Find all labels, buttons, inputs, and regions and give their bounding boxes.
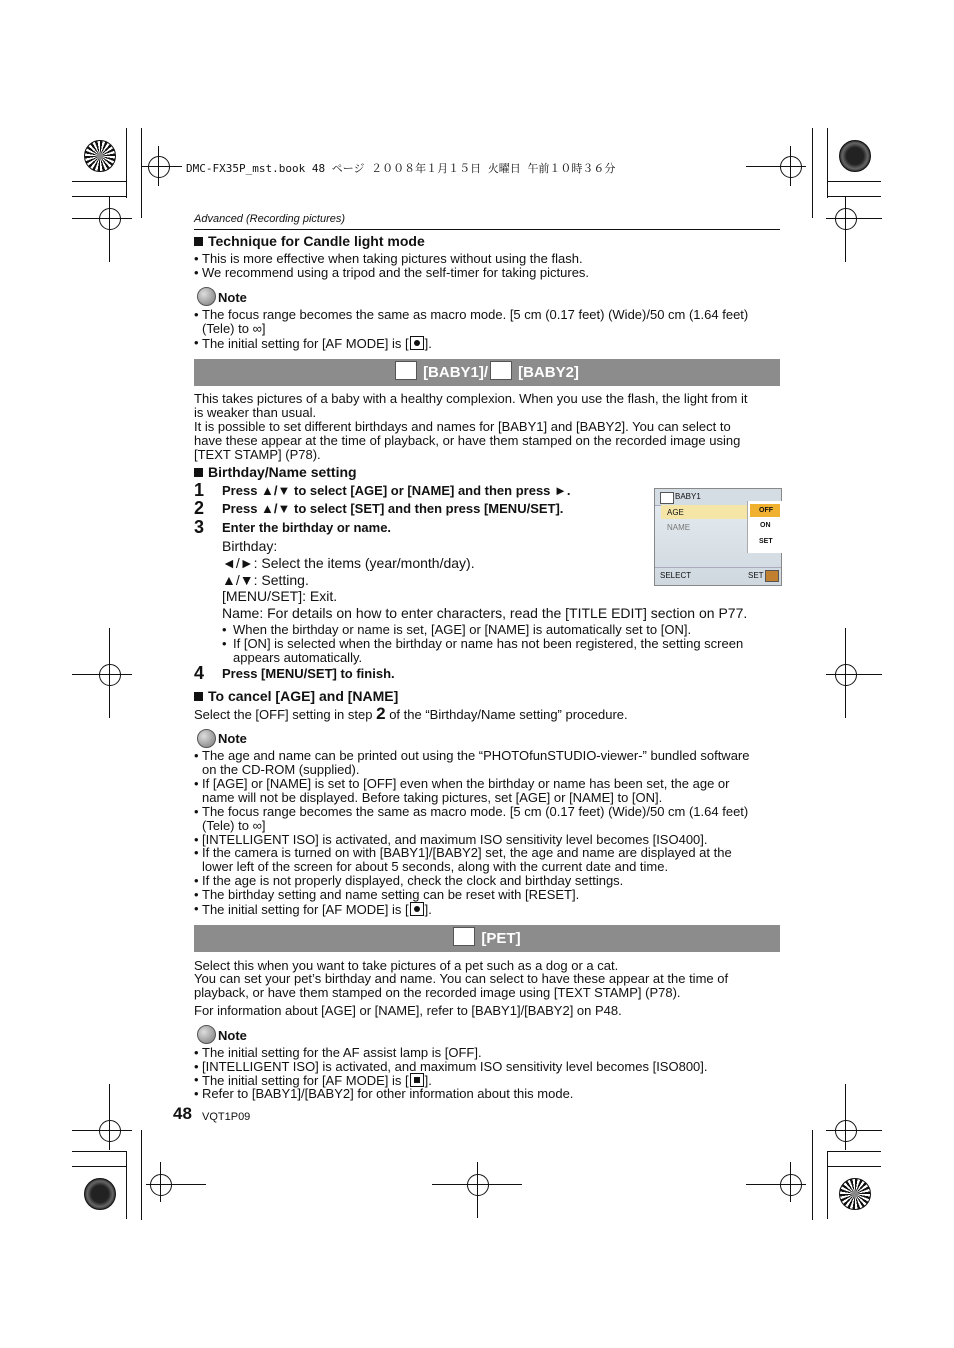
page-number: 48 [173, 1104, 192, 1123]
af-face-icon [410, 902, 424, 916]
note-text: The birthday setting and name setting can be reset with [RESET]. [202, 887, 580, 902]
note-text: (Tele) to ∞] [202, 818, 266, 833]
crosshair-icon [467, 1174, 489, 1196]
step-number: 1 [194, 480, 205, 500]
step-text: Press ▲/▼ to select [AGE] or [NAME] and then press ►. [222, 483, 571, 498]
target-icon [84, 1178, 116, 1210]
paragraph: Select the [OFF] setting in step 2 of the “Birthday/Name setting” procedure. [194, 704, 628, 723]
note-icon [197, 1025, 216, 1044]
step-text: Press ▲/▼ to select [SET] and then press [MENU/SET]. [222, 501, 564, 516]
note-text: The focus range becomes the same as macro mode. [5 cm (0.17 feet) (Wide)/50 cm (1.64 feet) [202, 307, 749, 322]
note-icon [197, 287, 216, 306]
step-text: Press [MENU/SET] to finish. [222, 666, 395, 681]
crosshair-icon [835, 1120, 857, 1142]
section-band-pet: [PET] [194, 925, 780, 952]
birthday-instruction: [MENU/SET]: Exit. [222, 588, 338, 604]
note-text: [INTELLIGENT ISO] is activated, and maximum ISO sensitivity level becomes [ISO400]. [202, 832, 708, 847]
sub-bullet: If [ON] is selected when the birthday or name has not been registered, the setting screen [233, 636, 744, 651]
sub-bullet: appears automatically. [233, 650, 363, 665]
note-text: The initial setting for [AF MODE] is [ ]. [202, 1073, 432, 1088]
section-heading: Technique for Candle light mode [194, 234, 425, 248]
target-icon [84, 140, 116, 172]
note-text: on the CD-ROM (supplied). [202, 762, 360, 777]
crosshair-icon [835, 664, 857, 686]
crosshair-icon [835, 208, 857, 230]
paragraph: It is possible to set different birthdays and names for [BABY1] and [BABY2]. You can select to [194, 419, 731, 434]
pet-mode-icon [453, 927, 475, 946]
menu-option-label: OFF [759, 507, 773, 514]
bullet-text: This is more effective when taking pictures without using the flash. [202, 251, 583, 266]
menu-item-label: NAME [667, 523, 691, 532]
print-header: DMC-FX35P_mst.book 48 ページ ２００８年１月１５日 火曜日 午前１０時３６分 [186, 162, 616, 175]
step-text: Enter the birthday or name. [222, 520, 392, 535]
menu-item-label: AGE [667, 508, 684, 517]
subsection-heading: Birthday/Name setting [194, 465, 357, 479]
name-instruction: Name: For details on how to enter characters, read the [TITLE EDIT] section on P77. [222, 605, 748, 621]
note-text: The age and name can be printed out using the “PHOTOfunSTUDIO-viewer-” bundled software [202, 748, 750, 763]
menu-set-icon [765, 570, 779, 582]
baby-mode-icon [660, 492, 674, 504]
header-rule [194, 229, 780, 230]
subsection-heading: To cancel [AGE] and [NAME] [194, 689, 398, 703]
note-text: The initial setting for [AF MODE] is [ ]. [202, 336, 432, 351]
note-text: The focus range becomes the same as macro mode. [5 cm (0.17 feet) (Wide)/50 cm (1.64 feet) [202, 804, 749, 819]
note-text: The initial setting for the AF assist lamp is [OFF]. [202, 1045, 482, 1060]
menu-footer-select: SELECT [660, 571, 692, 580]
baby-mode-icon [395, 361, 417, 380]
paragraph: playback, or have them stamped on the recorded image using [TEXT STAMP] (P78). [194, 985, 681, 1000]
sub-bullet: When the birthday or name is set, [AGE] or [NAME] is automatically set to [ON]. [233, 622, 692, 637]
note-text: If the age is not properly displayed, check the clock and birthday settings. [202, 873, 624, 888]
bullet-text: We recommend using a tripod and the self-timer for taking pictures. [202, 265, 590, 280]
note-icon [197, 729, 216, 748]
menu-option-label: SET [759, 538, 773, 545]
menu-screenshot [654, 488, 782, 586]
note-text: If the camera is turned on with [BABY1]/[BABY2] set, the age and name are displayed at the [202, 845, 732, 860]
crosshair-icon [99, 1120, 121, 1142]
crosshair-icon [99, 208, 121, 230]
crosshair-icon [780, 1174, 802, 1196]
menu-title: BABY1 [675, 492, 701, 501]
paragraph: is weaker than usual. [194, 405, 317, 420]
baby-mode-icon [490, 361, 512, 380]
target-icon [839, 1178, 871, 1210]
step-number: 4 [194, 663, 205, 683]
birthday-label: Birthday: [222, 538, 278, 554]
paragraph: This takes pictures of a baby with a healthy complexion. When you use the flash, the light from it [194, 391, 748, 406]
note-text: Refer to [BABY1]/[BABY2] for other information about this mode. [202, 1086, 574, 1101]
note-text: [INTELLIGENT ISO] is activated, and maximum ISO sensitivity level becomes [ISO800]. [202, 1059, 708, 1074]
paragraph: [TEXT STAMP] (P78). [194, 447, 321, 462]
af-face-icon [410, 336, 424, 350]
step-number: 2 [194, 498, 205, 518]
note-text: The initial setting for [AF MODE] is [ ]. [202, 902, 432, 917]
running-head: Advanced (Recording pictures) [194, 213, 346, 225]
crosshair-icon [780, 156, 802, 178]
note-label: Note [218, 290, 247, 305]
paragraph: Select this when you want to take pictures of a pet such as a dog or a cat. [194, 958, 619, 973]
target-icon [839, 140, 871, 172]
paragraph: For information about [AGE] or [NAME], refer to [BABY1]/[BABY2] on P48. [194, 1003, 622, 1018]
birthday-instruction: ▲/▼: Setting. [222, 572, 309, 588]
crosshair-icon [148, 156, 170, 178]
note-text: lower left of the screen for about 5 seconds, along with the current date and time. [202, 859, 669, 874]
crosshair-icon [150, 1174, 172, 1196]
note-text: (Tele) to ∞] [202, 321, 266, 336]
paragraph: You can set your pet’s birthday and name. You can select to have these appear at the time of [194, 971, 729, 986]
step-number: 3 [194, 517, 205, 537]
birthday-instruction: ◄/►: Select the items (year/month/day). [222, 555, 475, 571]
crosshair-icon [99, 664, 121, 686]
menu-option-label: ON [760, 522, 771, 529]
menu-footer-set: SET [748, 571, 764, 580]
model-code: VQT1P09 [202, 1111, 251, 1123]
note-text: If [AGE] or [NAME] is set to [OFF] even when the birthday or name has been set, the age or [202, 776, 730, 791]
note-text: name will not be displayed. Before taking pictures, set [AGE] or [NAME] to [ON]. [202, 790, 663, 805]
section-band-baby: [BABY1]/ [BABY2] [194, 359, 780, 386]
note-label: Note [218, 731, 247, 746]
paragraph: have these appear at the time of playback, or have them stamped on the recorded image using [194, 433, 741, 448]
note-label: Note [218, 1028, 247, 1043]
af-1area-icon [410, 1073, 424, 1087]
